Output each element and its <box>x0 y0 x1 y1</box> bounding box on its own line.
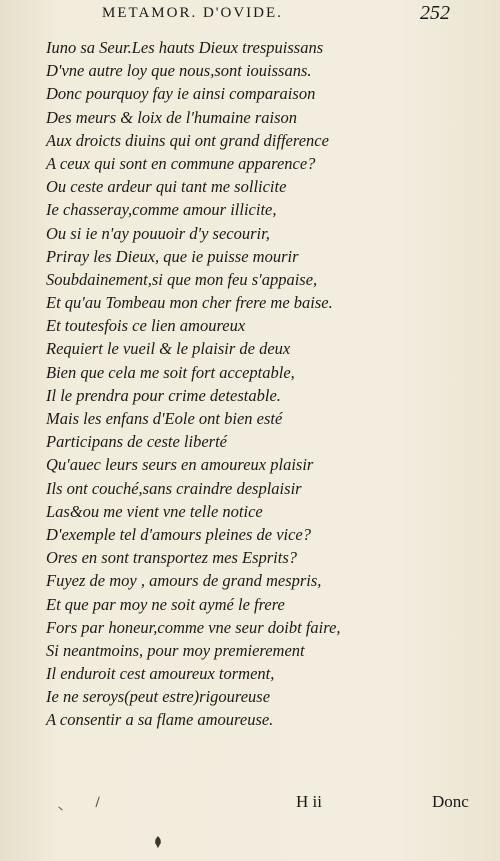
verse-line: Iuno sa Seur.Les hauts Dieux trespuissans <box>46 38 324 57</box>
ink-mark <box>58 807 62 811</box>
verse-line: Fors par honeur,comme vne seur doibt faire, <box>46 617 341 637</box>
verse-line: Ie chasseray,comme amour illicite, <box>46 200 277 220</box>
verse-line: Participans de ceste liberté <box>46 432 227 452</box>
running-title: METAMOR. D'OVIDE. <box>102 5 283 21</box>
verse-line: Et qu'au Tombeau mon cher frere me baise. <box>46 293 333 313</box>
verse-line: A ceux qui sont en commune apparence? <box>46 153 316 173</box>
catchword: Donc <box>432 792 469 811</box>
verse-line: Et toutesfois ce lien amoureux <box>46 316 246 336</box>
verse-line: Priray les Dieux, que ie puisse mourir <box>46 246 299 266</box>
verse-line: Requiert le vueil & le plaisir de deux <box>46 339 291 359</box>
verse-text <box>46 36 436 732</box>
verse-line: Donc pourquoy fay ie ainsi comparaison <box>46 84 316 104</box>
verse-line: Si neantmoins, pour moy premierement <box>46 640 305 660</box>
verse-line: Aux droicts diuins qui ont grand difference <box>46 130 329 150</box>
verse-line: Des meurs & loix de l'humaine raison <box>46 107 298 127</box>
verse-line: Ou ceste ardeur qui tant me sollicite <box>46 177 287 197</box>
verse-line: Bien que cela me soit fort acceptable, <box>46 362 295 382</box>
verse-line: Fuyez de moy , amours de grand mespris, <box>46 571 322 591</box>
printer-ornament-icon <box>150 834 166 850</box>
verse-line: Mais les enfans d'Eole ont bien esté <box>46 409 283 428</box>
ink-mark <box>95 796 103 808</box>
page-number: 252 <box>420 2 450 24</box>
signature-mark: H ii <box>296 792 322 811</box>
verse-line: Il enduroit cest amoureux torment, <box>46 664 275 684</box>
verse-line: D'vne autre loy que nous,sont iouissans. <box>46 61 312 81</box>
verse-line: Qu'auec leurs seurs en amoureux plaisir <box>46 455 314 475</box>
verse-line: Ils ont couché,sans craindre desplaisir <box>46 478 302 498</box>
verse-line: Ores en sont transportez mes Esprits? <box>46 548 298 568</box>
verse-line: Il le prendra pour crime detestable. <box>46 385 281 405</box>
verse-line: Ie ne seroys(peut estre)rigoureuse <box>46 687 271 707</box>
verse-line: Las&ou me vient vne telle notice <box>46 501 263 521</box>
verse-line: Ou si ie n'ay pouuoir d'y secourir, <box>46 223 270 243</box>
verse-line: D'exemple tel d'amours pleines de vice? <box>46 524 312 544</box>
verse-line: A consentir a sa flame amoureuse. <box>46 710 274 730</box>
verse-line: Et que par moy ne soit aymé le frere <box>46 594 285 614</box>
verse-line: Soubdainement,si que mon feu s'appaise, <box>46 269 318 289</box>
